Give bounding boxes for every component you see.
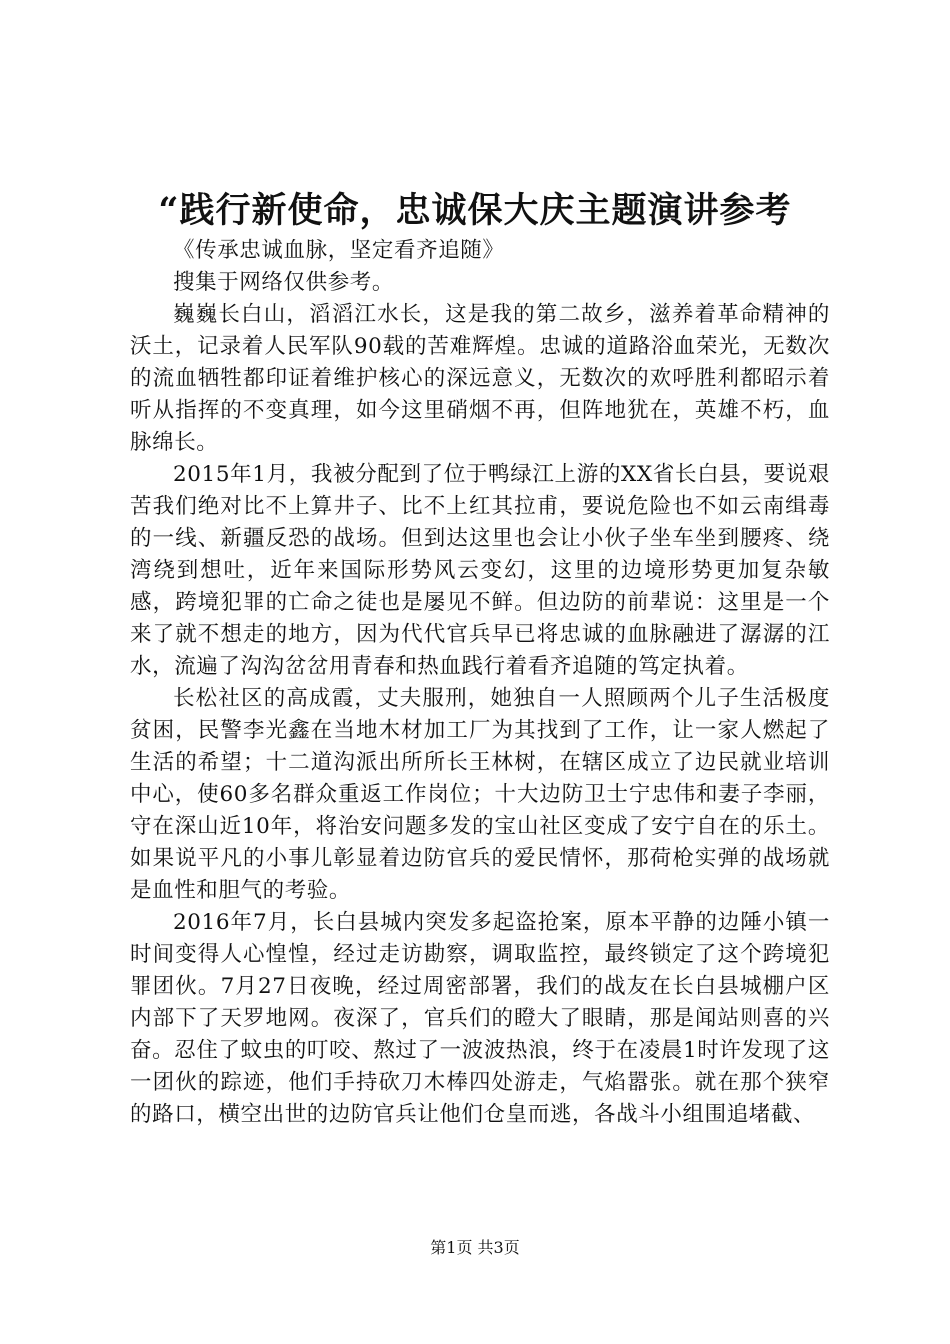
document-body (130, 235, 830, 1131)
document-title: “践行新使命，忠诚保大庆主题演讲参考 (158, 190, 792, 231)
body-paragraph: 2015年1月，我被分配到了位于鸭绿江上游的XX省长白县，要说艰苦我们绝对比不上算井子、比不上红其拉甫，要说危险也不如云南缉毒的一线、新疆反恐的战场。但到达这里也会让小伙子坐车坐到腰疼、绕湾绕到想吐，近年来国际形势风云变幻，这里的边境形势更加复杂敏感，跨境犯罪的亡命之徒也是屡见不鲜。但边防的前辈说：这里是一个来了就不想走的地方，因为代代官兵早已将忠诚的血脉融进了潺潺的江水，流遍了沟沟岔岔用青春和热血践行着看齐追随的笃定执着。 (130, 462, 830, 679)
page-footer: 第1页 共3页 (430, 1238, 520, 1257)
body-paragraph: 巍巍长白山，滔滔江水长，这是我的第二故乡，滋养着革命精神的沃土，记录着人民军队90载的苦难辉煌。忠诚的道路浴血荣光，无数次的流血牺牲都印证着维护核心的深远意义，无数次的欢呼胜利都昭示着听从指挥的不变真理，如今这里硝烟不再，但阵地犹在，英雄不朽，血脉绵长。 (130, 302, 830, 455)
body-paragraph: 长松社区的高成霞，丈夫服刑，她独自一人照顾两个儿子生活极度贫困，民警李光鑫在当地木材加工厂为其找到了工作，让一家人燃起了生活的希望；十二道沟派出所所长王林树，在辖区成立了边民就业培训中心，使60多名群众重返工作岗位；十大边防卫士宁忠伟和妻子李丽，守在深山近10年，将治安问题多发的宝山社区变成了安宁自在的乐土。如果说平凡的小事儿彰显着边防官兵的爱民情怀，那荷枪实弹的战场就是血性和胆气的考验。 (130, 686, 830, 903)
body-paragraph: 2016年7月，长白县城内突发多起盗抢案，原本平静的边陲小镇一时间变得人心惶惶，经过走访勘察，调取监控，最终锁定了这个跨境犯罪团伙。7月27日夜晚，经过周密部署，我们的战友在长白县城棚户区内部下了天罗地网。夜深了，官兵们的瞪大了眼睛，那是闻站则喜的兴奋。忍住了蚊虫的叮咬、熬过了一波波热浪，终于在凌晨1时许发现了这一团伙的踪迹，他们手持砍刀木棒四处游走，气焰嚣张。就在那个狭窄的路口，横空出世的边防官兵让他们仓皇而逃，各战斗小组围追堵截、 (130, 910, 830, 1127)
speech-subtitle: 《传承忠诚血脉，坚定看齐追随》 (173, 238, 505, 263)
source-note: 搜集于网络仅供参考。 (173, 270, 395, 295)
